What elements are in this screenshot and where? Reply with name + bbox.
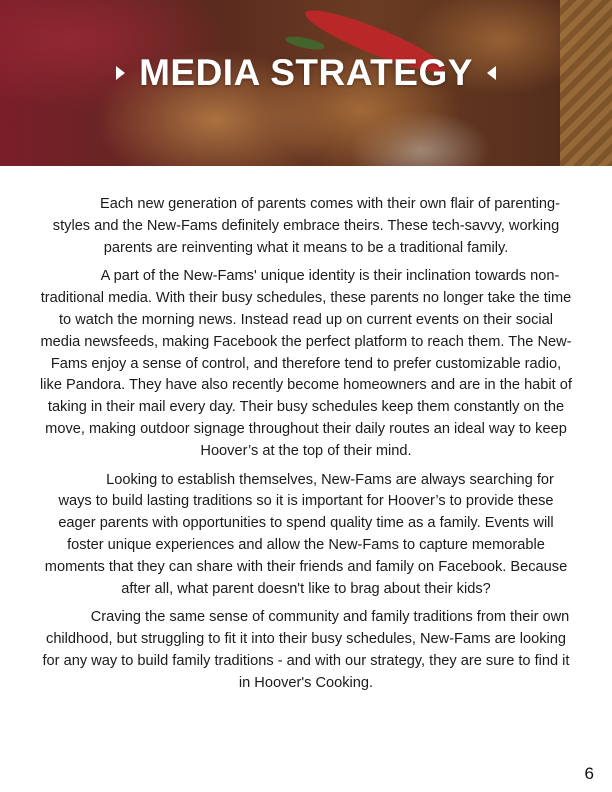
paragraph: Each new generation of parents comes with their own flair of parenting-styles and the New-Fams definitely embrace theirs. These tech-savvy, working parents are reinventing what it means to be a traditional family. <box>52 196 560 256</box>
paragraph: A part of the New-Fams' unique identity is their inclination towards non-traditional media. With their busy schedules, these parents no longer take the time to watch the morning news. Instead read up on current events on their social media newsfeeds, making Facebook the perfect platform to reach them. The New-Fams enjoy a sense of control, and therefore tend to prefer customizable radio, like Pandora. They have also recently become homeowners and are in the habit of taking in their mail every day. Their busy schedules keep them constantly on the move, making outdoor signage throughout their daily routes an ideal way to keep Hoover’s at the top of their mind. <box>40 268 572 459</box>
page-title: MEDIA STRATEGY <box>139 52 473 93</box>
body-text <box>40 194 572 702</box>
triangle-right-icon <box>116 66 125 80</box>
page-number: 6 <box>584 764 594 783</box>
page-title-row <box>0 48 612 98</box>
paragraph: Craving the same sense of community and family traditions from their own childhood, but struggling to fit it into their busy schedules, New-Fams are looking for any way to build family traditions - and with our strategy, they are sure to find it in Hoover's Cooking. <box>42 609 570 691</box>
paragraph: Looking to establish themselves, New-Fams are always searching for ways to build lasting traditions so it is important for Hoover’s to provide these eager parents with opportunities to spend quality time as a family. Events will foster unique experiences and allow the New-Fams to capture memorable moments that they can share with their friends and family on Facebook. Because after all, what parent doesn't like to brag about their kids? <box>44 471 568 597</box>
triangle-left-icon <box>487 66 496 80</box>
header-banner-image <box>0 0 612 166</box>
